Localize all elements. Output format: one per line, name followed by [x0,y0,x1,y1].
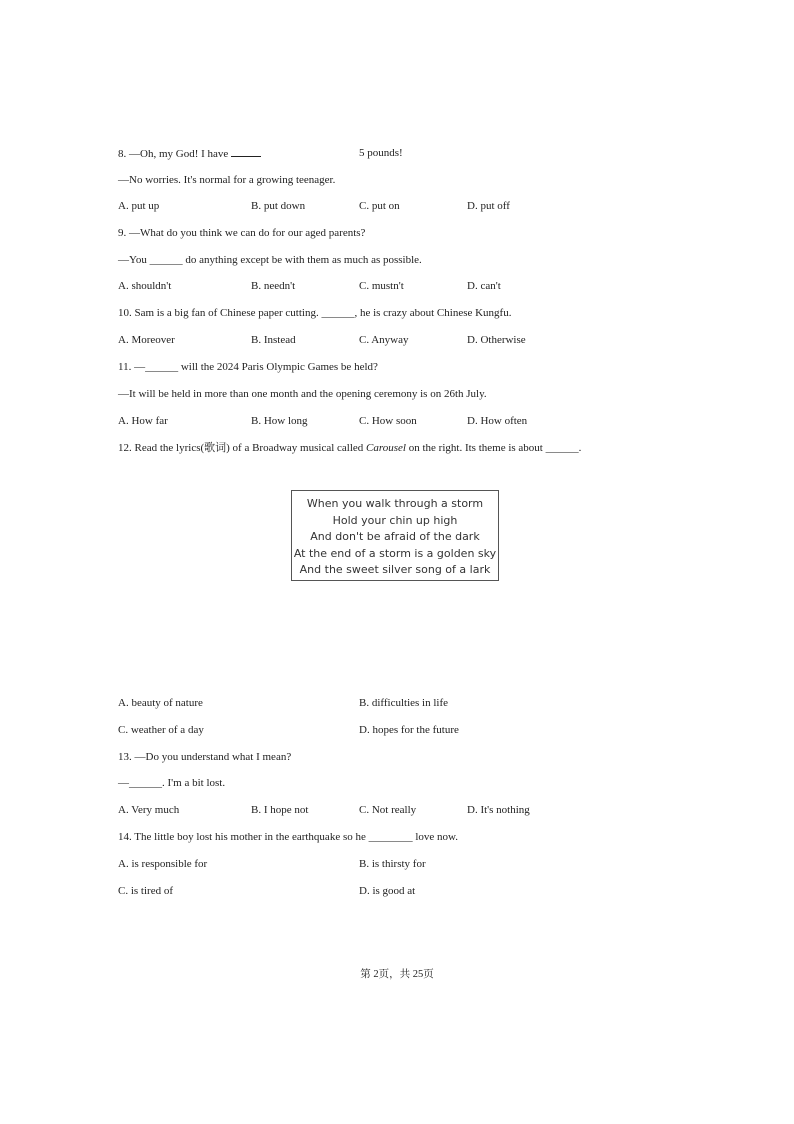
q8-reply: —No worries. It's normal for a growing teenager. [118,174,336,186]
q9-stem: 9. —What do you think we can do for our aged parents? [118,227,366,239]
q12-option-b: B. difficulties in life [359,697,449,709]
q9-option-c: C. mustn't [359,280,404,292]
lyrics-box [291,490,499,581]
q9-option-a: A. shouldn't [118,280,172,292]
q11-option-a: A. How far [118,415,168,427]
q12-option-d: D. hopes for the future [359,724,459,736]
q8-blank [231,146,261,157]
q10-option-a: A. Moreover [118,334,175,346]
q8-stem-end: 5 pounds! [359,147,403,159]
q8-option-d: D. put off [467,200,510,212]
q13-option-a: A. Very much [118,804,180,816]
q12-musical-title: Carousel [366,442,406,454]
q9-reply: —You ______ do anything except be with them as much as possible. [118,254,422,266]
q9-option-d: D. can't [467,280,501,292]
q12-option-a: A. beauty of nature [118,697,203,709]
q13-stem: 13. —Do you understand what I mean? [118,751,292,763]
q9-option-b: B. needn't [251,280,296,292]
q8-option-b: B. put down [251,200,306,212]
q14-option-c: C. is tired of [118,885,173,897]
q11-stem: 11. —______ will the 2024 Paris Olympic Games be held? [118,361,378,373]
q14-option-b: B. is thirsty for [359,858,426,870]
q14-stem: 14. The little boy lost his mother in the earthquake so he ________ love now. [118,831,459,843]
q14-option-a: A. is responsible for [118,858,208,870]
lyrics-line: Hold your chin up high [332,513,458,527]
lyrics-line: And don't be afraid of the dark [310,530,480,543]
q13-option-d: D. It's nothing [467,804,530,816]
q14-option-d: D. is good at [359,885,416,897]
q13-reply: —______. I'm a bit lost. [118,777,226,789]
page-footer: 第 2页，共 25页 [360,969,434,980]
q10-option-d: D. Otherwise [467,334,526,346]
q10-stem: 10. Sam is a big fan of Chinese paper cutting. ______, he is crazy about Chinese Kungfu. [118,307,512,319]
q11-option-b: B. How long [251,415,308,427]
q10-option-b: B. Instead [251,334,296,346]
q8-option-c: C. put on [359,200,400,212]
q10-option-c: C. Anyway [359,334,409,346]
q11-option-c: C. How soon [359,415,417,427]
q12-stem: 12. Read the lyrics(歌词) of a Broadway musical called Carousel on the right. Its theme is about ______. [118,442,582,454]
q13-option-b: B. I hope not [251,804,309,816]
q11-option-d: D. How often [467,415,528,427]
lyrics-line: When you walk through a storm [306,497,484,510]
q11-reply: —It will be held in more than one month and the opening ceremony is on 26th July. [118,388,487,400]
lyrics-line: At the end of a storm is a golden sky [293,546,497,560]
q8-stem: 8. —Oh, my God! I have [118,146,261,161]
q8-option-a: A. put up [118,200,160,212]
lyrics-line: And the sweet silver song of a lark [299,563,491,576]
q12-option-c: C. weather of a day [118,724,204,736]
q13-option-c: C. Not really [359,804,417,816]
